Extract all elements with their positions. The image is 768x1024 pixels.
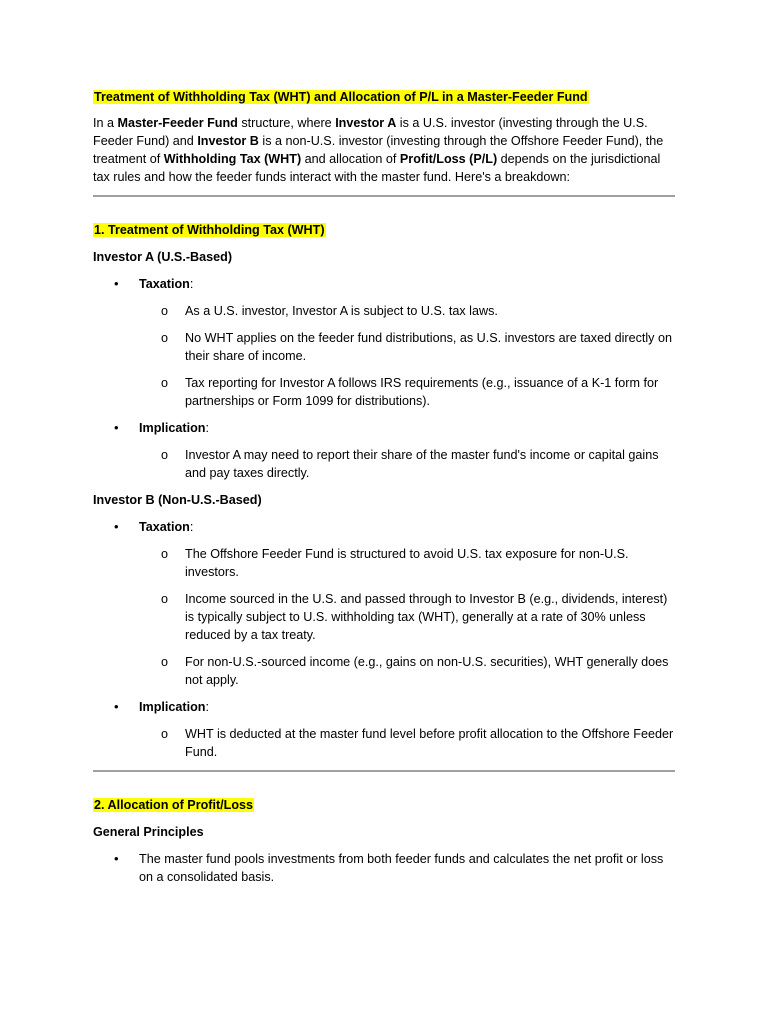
intro-text: structure, where bbox=[237, 116, 336, 130]
section-heading-allocation bbox=[93, 796, 675, 814]
colon: : bbox=[205, 421, 209, 435]
sub-bullet-text: WHT is deducted at the master fund level before profit allocation to the Offshore Feeder Fund. bbox=[185, 727, 674, 759]
sub-bullet-icon: o bbox=[161, 448, 169, 462]
sub-bullet-item bbox=[93, 725, 675, 761]
intro-bold-term: Master-Feeder Fund bbox=[117, 116, 238, 130]
sub-bullet-icon: o bbox=[161, 655, 169, 669]
colon: : bbox=[205, 700, 209, 714]
sub-bullet-item bbox=[93, 374, 675, 410]
intro-paragraph bbox=[93, 114, 675, 186]
sub-bullet-item bbox=[93, 653, 675, 689]
sub-bullet-text: Tax reporting for Investor A follows IRS requirements (e.g., issuance of a K-1 form for partnerships or Form 1099 for distributions). bbox=[185, 376, 659, 408]
sub-bullet-text: The Offshore Feeder Fund is structured to avoid U.S. tax exposure for non-U.S. investors. bbox=[185, 547, 629, 579]
sub-bullet-icon: o bbox=[161, 376, 169, 390]
sub-bullet-icon: o bbox=[161, 727, 169, 741]
bullet-icon: • bbox=[114, 276, 119, 291]
bullet-label: Implication bbox=[139, 421, 206, 435]
bullet-item-taxation bbox=[93, 518, 675, 536]
bullet-label: Implication bbox=[139, 700, 206, 714]
sub-bullet-item bbox=[93, 329, 675, 365]
bullet-icon: • bbox=[114, 851, 119, 866]
document-title bbox=[93, 88, 675, 106]
colon: : bbox=[189, 520, 194, 534]
section-heading-wht bbox=[93, 221, 675, 239]
bullet-item-taxation bbox=[93, 275, 675, 293]
sub-bullet-item bbox=[93, 590, 675, 644]
intro-bold-term: Investor A bbox=[335, 116, 397, 130]
bullet-icon: • bbox=[114, 519, 119, 534]
sub-bullet-icon: o bbox=[161, 331, 169, 345]
investor-b-heading: Investor B (Non-U.S.-Based) bbox=[93, 493, 262, 507]
general-principles-heading: General Principles bbox=[93, 825, 204, 839]
sub-bullet-item bbox=[93, 545, 675, 581]
bullet-icon: • bbox=[114, 420, 119, 435]
horizontal-rule bbox=[93, 195, 675, 197]
intro-text: and allocation of bbox=[301, 152, 400, 166]
intro-text: depends on the jurisdictional tax rules and how the feeder funds interact with the master fund. Here's a breakdown: bbox=[93, 152, 661, 184]
section-heading-text: 2. Allocation of Profit/Loss bbox=[94, 798, 254, 812]
bullet-text: The master fund pools investments from both feeder funds and calculates the net profit or loss on a consolidated basis. bbox=[139, 852, 664, 884]
sub-bullet-icon: o bbox=[161, 592, 169, 606]
colon: : bbox=[189, 277, 194, 291]
sub-bullet-text: Investor A may need to report their share of the master fund's income or capital gains and pay taxes directly. bbox=[185, 448, 659, 480]
sub-bullet-item bbox=[93, 302, 675, 320]
investor-a-heading: Investor A (U.S.-Based) bbox=[93, 250, 233, 264]
bullet-icon: • bbox=[114, 699, 119, 714]
document-title-text: Treatment of Withholding Tax (WHT) and Allocation of P/L in a Master-Feeder Fund bbox=[94, 90, 588, 104]
sub-bullet-text: Income sourced in the U.S. and passed through to Investor B (e.g., dividends, interest) is typically subject to U.S. withholding tax (WHT), generally at a rate of 30% unless reduced by a tax treaty. bbox=[185, 592, 668, 642]
sub-bullet-text: As a U.S. investor, Investor A is subject to U.S. tax laws. bbox=[185, 304, 498, 318]
intro-text: is a non-U.S. investor (investing through the Offshore Feeder Fund), the treatment of bbox=[93, 134, 664, 166]
bullet-item bbox=[93, 850, 675, 886]
bullet-label: Taxation bbox=[139, 520, 190, 534]
bullet-item-implication bbox=[93, 419, 675, 437]
bullet-item-implication bbox=[93, 698, 675, 716]
intro-text: is a U.S. investor (investing through the U.S. Feeder Fund) and bbox=[93, 116, 648, 148]
intro-bold-term: Investor B bbox=[197, 134, 259, 148]
intro-bold-term: Withholding Tax (WHT) bbox=[163, 152, 302, 166]
sub-bullet-text: For non-U.S.-sourced income (e.g., gains on non-U.S. securities), WHT generally does not apply. bbox=[185, 655, 669, 687]
sub-bullet-text: No WHT applies on the feeder fund distributions, as U.S. investors are taxed directly on their share of income. bbox=[185, 331, 672, 363]
bullet-label: Taxation bbox=[139, 277, 190, 291]
sub-bullet-icon: o bbox=[161, 304, 169, 318]
intro-bold-term: Profit/Loss (P/L) bbox=[399, 152, 498, 166]
section-heading-text: 1. Treatment of Withholding Tax (WHT) bbox=[94, 223, 325, 237]
horizontal-rule bbox=[93, 770, 675, 772]
document-content bbox=[93, 88, 675, 895]
intro-text: In a bbox=[93, 116, 118, 130]
sub-bullet-item bbox=[93, 446, 675, 482]
sub-bullet-icon: o bbox=[161, 547, 169, 561]
